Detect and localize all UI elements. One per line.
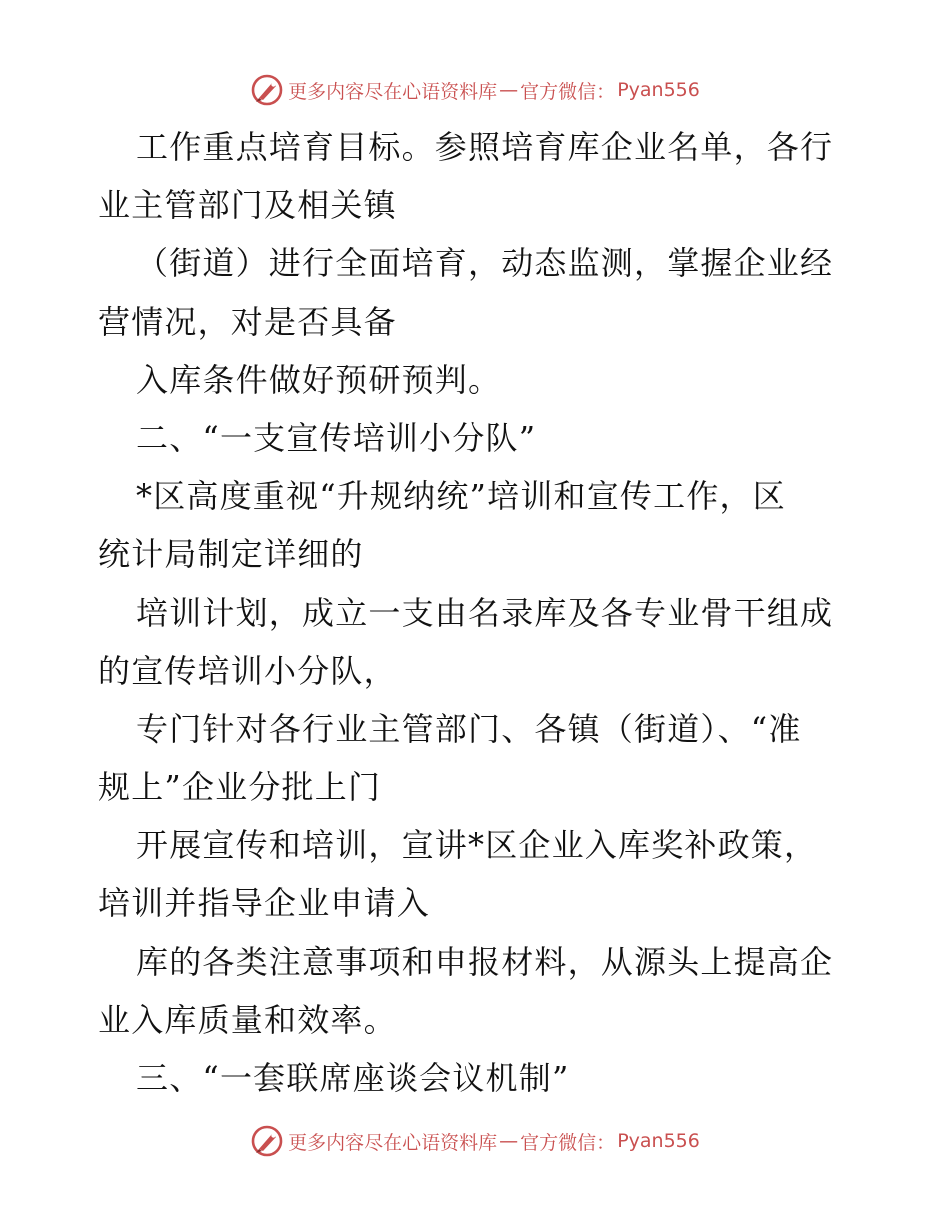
text-line: 入库条件做好预研预判。	[136, 360, 502, 399]
text-line: 开展宣传和培训，宣讲*区企业入库奖补政策，	[136, 826, 818, 865]
watermark-official-label: 官方微信：	[520, 80, 616, 103]
text-line: 工作重点培育目标。参照培育库企业名单，各行	[136, 128, 834, 166]
header-watermark	[0, 70, 950, 110]
text-line: 营情况，对是否具备	[98, 302, 397, 341]
watermark-site-text: 更多内容尽在心语资料库	[288, 80, 498, 103]
section-heading: 二、“一支宣传培训小分队”	[136, 418, 537, 457]
text-line: 培训并指导企业申请入	[98, 884, 431, 923]
text-line: （街道）进行全面培育，动态监测，掌握企业经	[136, 244, 834, 283]
watermark-wechat-id: Pyan556	[617, 1130, 700, 1152]
footer-watermark	[0, 1121, 950, 1161]
text-line: 业入库质量和效率。	[98, 1000, 397, 1039]
watermark-official-label: 官方微信：	[520, 1131, 616, 1154]
text-line: 统计局制定详细的	[98, 535, 364, 574]
text-line: *区高度重视“升规纳统”培训和宣传工作，区	[136, 477, 786, 516]
text-line: 专门针对各行业主管部门、各镇（街道）、“准	[136, 709, 802, 748]
watermark-dash: —	[499, 1130, 519, 1152]
text-line: 业主管部门及相关镇	[98, 186, 397, 225]
quill-pen-seal-icon	[250, 1124, 284, 1158]
text-line: 库的各类注意事项和申报材料，从源头上提高企	[136, 942, 834, 981]
text-line: 的宣传培训小分队，	[98, 651, 397, 690]
watermark-site-text: 更多内容尽在心语资料库	[288, 1131, 498, 1154]
text-line: 培训计划，成立一支由名录库及各专业骨干组成	[136, 593, 834, 632]
watermark-wechat-id: Pyan556	[617, 79, 700, 101]
text-line: 规上”企业分批上门	[98, 768, 382, 807]
document-body	[98, 118, 858, 1107]
watermark-dash: —	[499, 79, 519, 101]
section-heading: 三、“一套联席座谈会议机制”	[136, 1059, 570, 1097]
quill-pen-seal-icon	[250, 73, 284, 107]
